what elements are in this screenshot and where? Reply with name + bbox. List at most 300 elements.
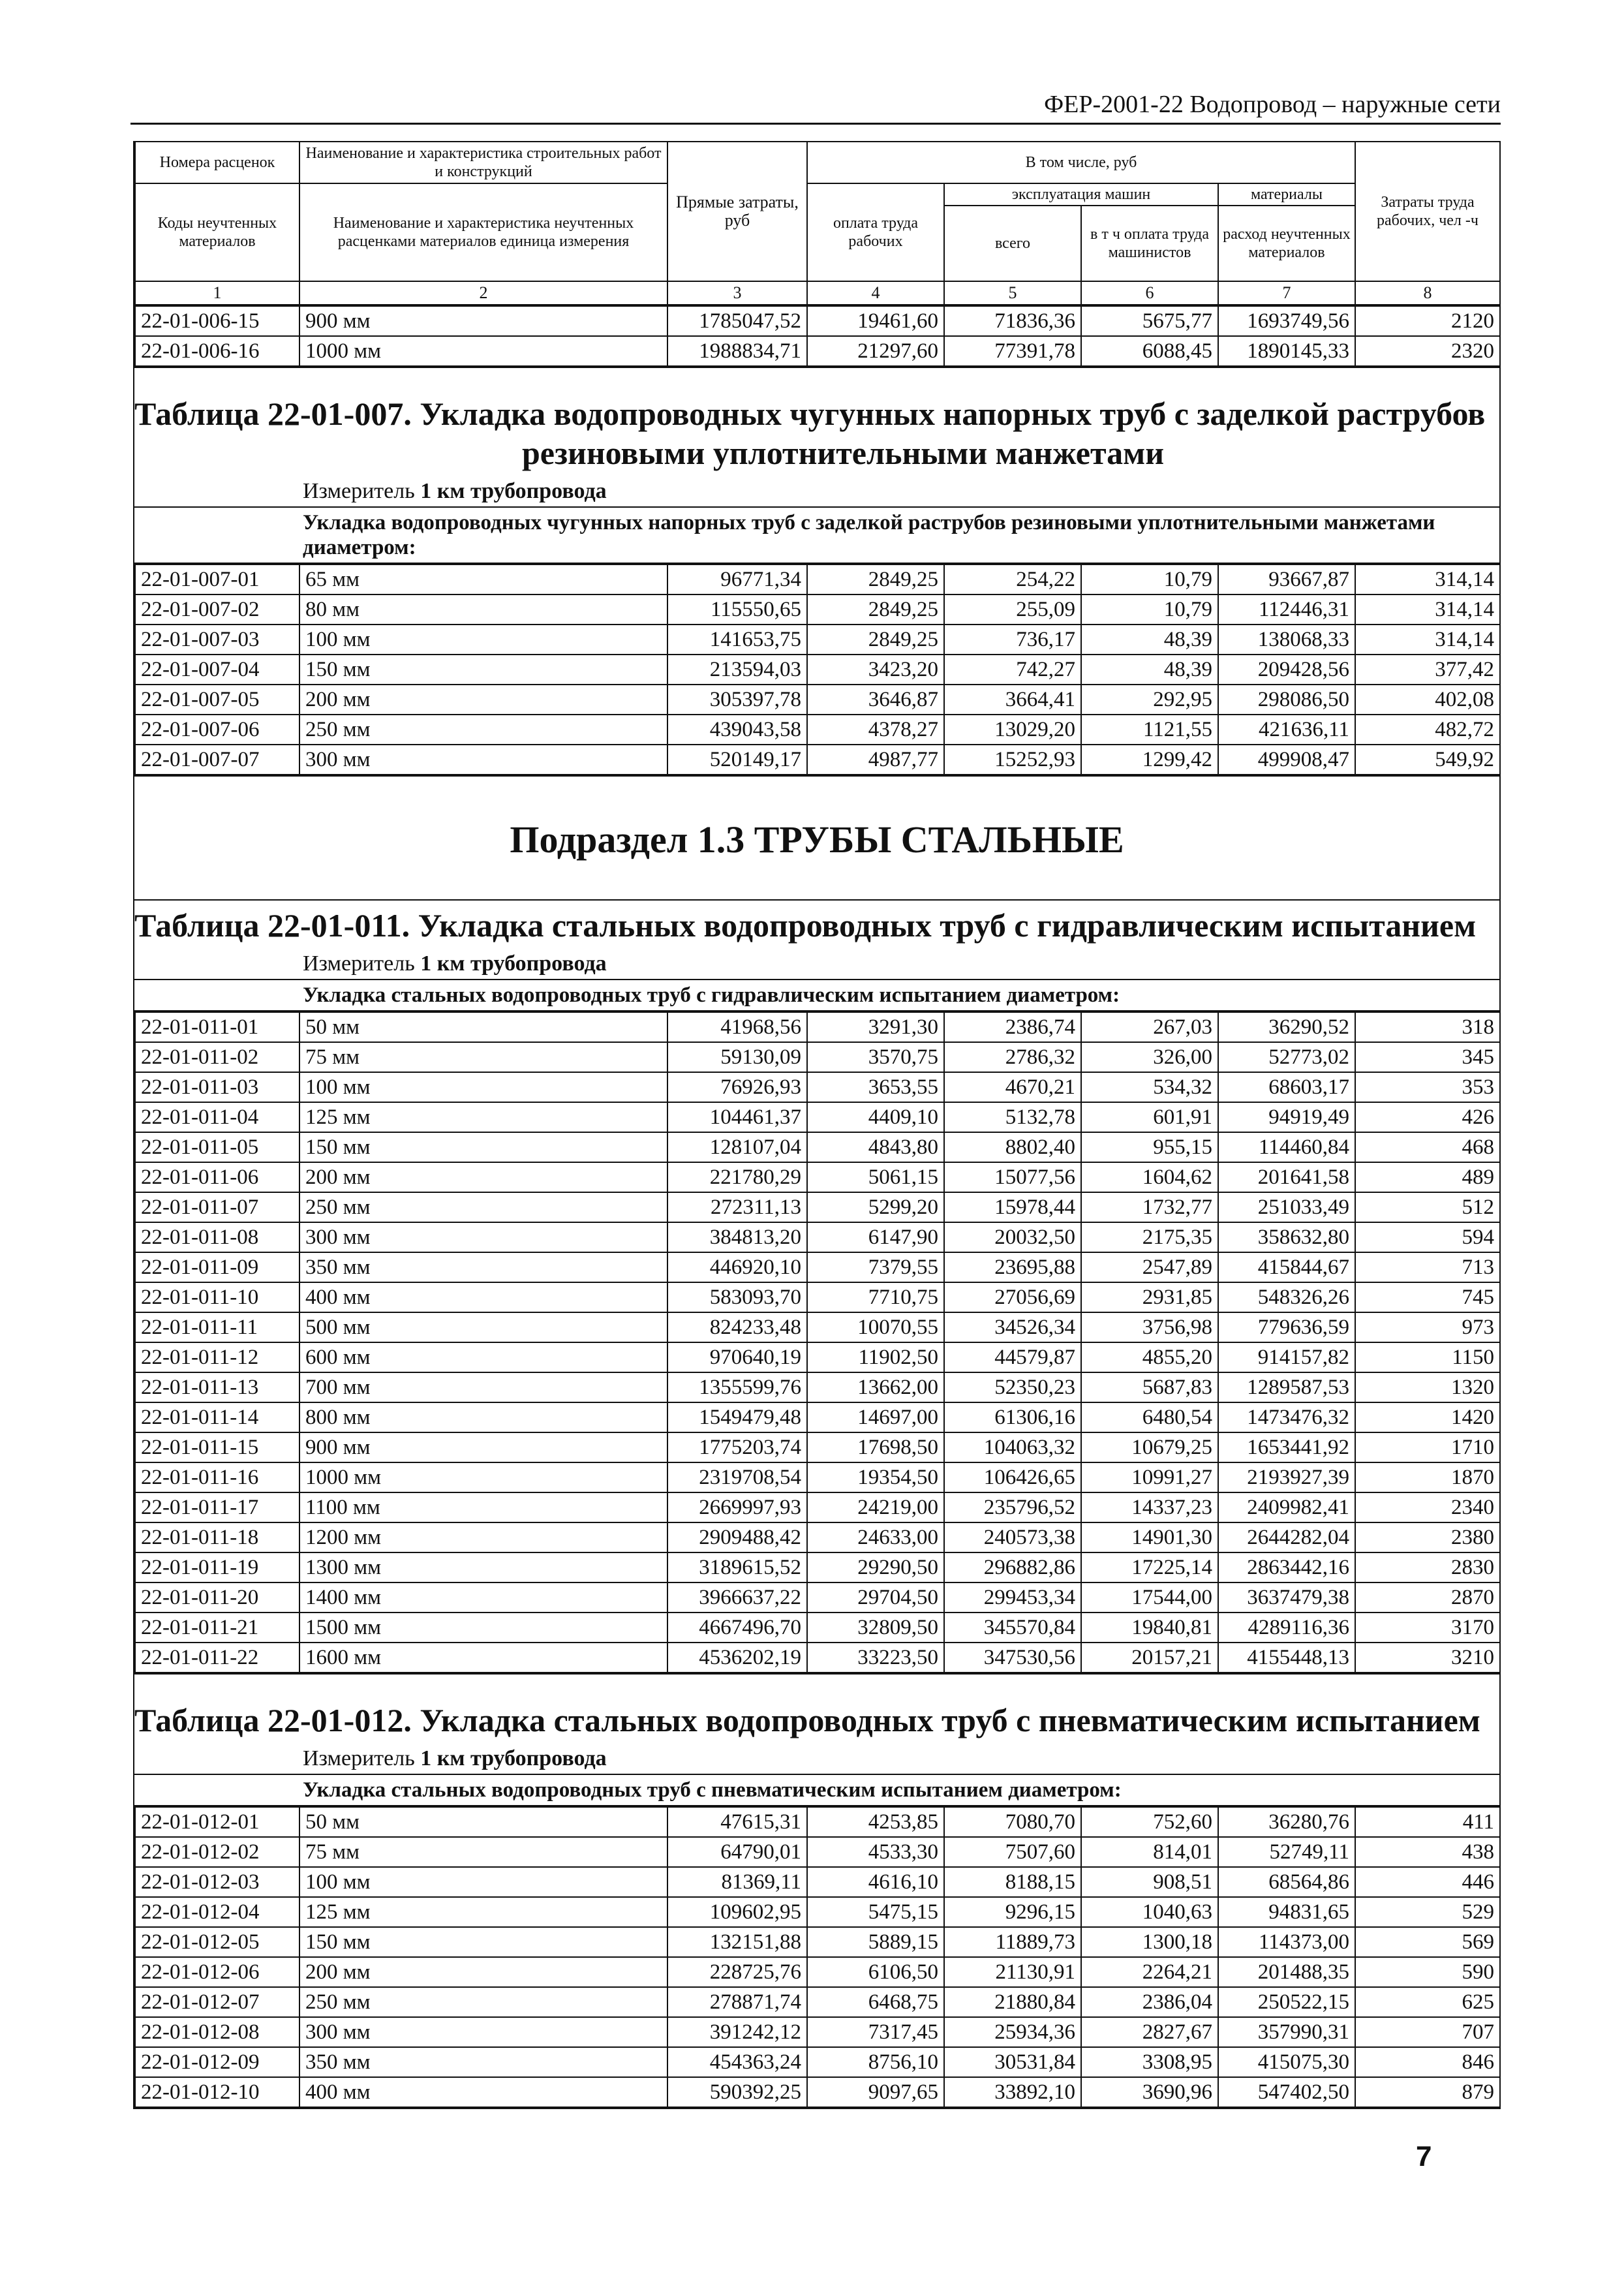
column-number: 1 (135, 281, 299, 305)
cost-value: 47615,31 (667, 1807, 807, 1837)
cost-value: 1549479,48 (667, 1402, 807, 1432)
cost-value: 59130,09 (667, 1042, 807, 1072)
table-row (135, 1012, 1500, 1042)
rate-code: 22-01-012-02 (135, 1837, 299, 1867)
rate-code: 22-01-011-14 (135, 1402, 299, 1432)
measure-value: 1 км трубопровода (420, 479, 607, 503)
cost-value: 24633,00 (807, 1522, 944, 1552)
cost-value: 752,60 (1081, 1807, 1218, 1837)
cost-value: 908,51 (1081, 1867, 1218, 1897)
table-011-measure (134, 945, 1499, 980)
rate-code: 22-01-011-21 (135, 1613, 299, 1643)
cost-value: 6480,54 (1081, 1402, 1218, 1432)
rate-code: 22-01-011-22 (135, 1643, 299, 1673)
cost-value: 3653,55 (807, 1072, 944, 1102)
table-row (135, 594, 1500, 625)
cost-value: 254,22 (944, 564, 1081, 594)
rate-code: 22-01-007-04 (135, 655, 299, 685)
cost-value: 314,14 (1355, 625, 1500, 655)
cost-value: 20157,21 (1081, 1643, 1218, 1673)
header-materials-sub: расход неучтенных материалов (1218, 206, 1355, 281)
cost-value: 625 (1355, 1987, 1500, 2017)
table-011-title: Таблица 22-01-011. Укладка стальных водопроводных труб с гидравлическим испытанием (134, 899, 1499, 945)
cost-value: 955,15 (1081, 1132, 1218, 1162)
cost-value: 2193927,39 (1218, 1462, 1355, 1492)
cost-value: 2786,32 (944, 1042, 1081, 1072)
cost-value: 357990,31 (1218, 2017, 1355, 2047)
cost-value: 4855,20 (1081, 1342, 1218, 1372)
cost-value: 1473476,32 (1218, 1402, 1355, 1432)
column-header-table (134, 141, 1501, 305)
cost-value: 19840,81 (1081, 1613, 1218, 1643)
table-row (135, 685, 1500, 715)
cost-value: 104461,37 (667, 1102, 807, 1132)
header-machines-incl: в т ч оплата труда машинистов (1081, 206, 1218, 281)
cost-value: 298086,50 (1218, 685, 1355, 715)
cost-value: 94831,65 (1218, 1897, 1355, 1927)
table-row (135, 1042, 1500, 1072)
cost-value: 1693749,56 (1218, 306, 1355, 336)
table-011-group-caption: Укладка стальных водопроводных труб с гидравлическим испытанием диаметром: (134, 980, 1499, 1011)
cost-value: 1732,77 (1081, 1192, 1218, 1222)
measure-value: 1 км трубопровода (420, 1746, 607, 1770)
rate-code: 22-01-011-18 (135, 1522, 299, 1552)
cost-value: 235796,52 (944, 1492, 1081, 1522)
table-row (135, 1643, 1500, 1673)
cost-value: 742,27 (944, 655, 1081, 685)
cost-value: 713 (1355, 1252, 1500, 1282)
cost-value: 446 (1355, 1867, 1500, 1897)
header-machines-total: всего (944, 206, 1081, 281)
cost-value: 5889,15 (807, 1927, 944, 1957)
rate-code: 22-01-011-05 (135, 1132, 299, 1162)
table-007-title-line2: резиновыми уплотнительными манжетами (521, 435, 1165, 471)
table-row (135, 1867, 1500, 1897)
pipe-diameter: 900 мм (299, 306, 667, 336)
table-row (135, 1342, 1500, 1372)
cost-value: 2120 (1355, 306, 1500, 336)
cost-value: 94919,49 (1218, 1102, 1355, 1132)
table-row (135, 1582, 1500, 1613)
cost-value: 5061,15 (807, 1162, 944, 1192)
cost-value: 2319708,54 (667, 1462, 807, 1492)
cost-value: 44579,87 (944, 1342, 1081, 1372)
cost-value: 17225,14 (1081, 1552, 1218, 1582)
cost-value: 3210 (1355, 1643, 1500, 1673)
rate-code: 22-01-011-20 (135, 1582, 299, 1613)
cost-value: 2863442,16 (1218, 1552, 1355, 1582)
cost-value: 6106,50 (807, 1957, 944, 1987)
cost-value: 318 (1355, 1012, 1500, 1042)
rate-code: 22-01-011-03 (135, 1072, 299, 1102)
cost-value: 353 (1355, 1072, 1500, 1102)
cost-value: 2547,89 (1081, 1252, 1218, 1282)
table-row (135, 715, 1500, 745)
cost-value: 601,91 (1081, 1102, 1218, 1132)
pipe-diameter: 1200 мм (299, 1522, 667, 1552)
pipe-diameter: 50 мм (299, 1807, 667, 1837)
cost-value: 11889,73 (944, 1927, 1081, 1957)
rate-code: 22-01-012-07 (135, 1987, 299, 2017)
cost-value: 4533,30 (807, 1837, 944, 1867)
pipe-diameter: 65 мм (299, 564, 667, 594)
cost-value: 29704,50 (807, 1582, 944, 1613)
rate-code: 22-01-012-05 (135, 1927, 299, 1957)
table-row (135, 1132, 1500, 1162)
cost-value: 19354,50 (807, 1462, 944, 1492)
cost-value: 7710,75 (807, 1282, 944, 1312)
cost-value: 549,92 (1355, 745, 1500, 775)
cost-value: 250522,15 (1218, 1987, 1355, 2017)
cost-value: 272311,13 (667, 1192, 807, 1222)
header-materials: материалы (1218, 183, 1355, 206)
pipe-diameter: 1000 мм (299, 1462, 667, 1492)
pipe-diameter: 150 мм (299, 1927, 667, 1957)
cost-value: 4670,21 (944, 1072, 1081, 1102)
cost-value: 68603,17 (1218, 1072, 1355, 1102)
cost-value: 1150 (1355, 1342, 1500, 1372)
cost-value: 569 (1355, 1927, 1500, 1957)
rate-code: 22-01-011-15 (135, 1432, 299, 1462)
cost-value: 482,72 (1355, 715, 1500, 745)
cost-value: 132151,88 (667, 1927, 807, 1957)
cost-value: 5475,15 (807, 1897, 944, 1927)
rate-code: 22-01-012-08 (135, 2017, 299, 2047)
cost-value: 2849,25 (807, 625, 944, 655)
table-row (135, 2017, 1500, 2047)
table-row (135, 1897, 1500, 1927)
cost-value: 468 (1355, 1132, 1500, 1162)
cost-value: 489 (1355, 1162, 1500, 1192)
rate-code: 22-01-007-05 (135, 685, 299, 715)
rate-code: 22-01-011-16 (135, 1462, 299, 1492)
cost-value: 1355599,76 (667, 1372, 807, 1402)
cost-value: 3756,98 (1081, 1312, 1218, 1342)
cost-value: 8756,10 (807, 2047, 944, 2077)
table-row (135, 655, 1500, 685)
table-row (135, 1807, 1500, 1837)
cost-value: 583093,70 (667, 1282, 807, 1312)
cost-value: 10991,27 (1081, 1462, 1218, 1492)
table-row (135, 1312, 1500, 1342)
cost-value: 520149,17 (667, 745, 807, 775)
cost-value: 402,08 (1355, 685, 1500, 715)
measure-label: Измеритель (303, 1746, 415, 1770)
cost-value: 13662,00 (807, 1372, 944, 1402)
cost-value: 384813,20 (667, 1222, 807, 1252)
cost-value: 2320 (1355, 336, 1500, 366)
rate-code: 22-01-011-09 (135, 1252, 299, 1282)
cost-value: 6468,75 (807, 1987, 944, 2017)
cost-value: 2264,21 (1081, 1957, 1218, 1987)
running-head: ФЕР-2001-22 Водопровод – наружные сети (130, 89, 1501, 125)
cost-value: 824233,48 (667, 1312, 807, 1342)
cost-value: 1320 (1355, 1372, 1500, 1402)
cost-value: 64790,01 (667, 1837, 807, 1867)
cost-value: 21130,91 (944, 1957, 1081, 1987)
rate-code: 22-01-012-06 (135, 1957, 299, 1987)
table-row (135, 1613, 1500, 1643)
header-direct-costs: Прямые затраты, руб (667, 142, 807, 281)
cost-value: 96771,34 (667, 564, 807, 594)
table-row (135, 1222, 1500, 1252)
rate-code: 22-01-011-10 (135, 1282, 299, 1312)
header-labour-pay: оплата труда рабочих (807, 183, 944, 281)
cost-value: 4289116,36 (1218, 1613, 1355, 1643)
cost-value: 529 (1355, 1897, 1500, 1927)
page-number: 7 (1416, 2140, 1432, 2172)
pipe-diameter: 600 мм (299, 1342, 667, 1372)
cost-value: 3646,87 (807, 685, 944, 715)
cost-value: 548326,26 (1218, 1282, 1355, 1312)
table-row (135, 1552, 1500, 1582)
cost-value: 2380 (1355, 1522, 1500, 1552)
cost-value: 2830 (1355, 1552, 1500, 1582)
pipe-diameter: 1400 мм (299, 1582, 667, 1613)
cost-value: 15978,44 (944, 1192, 1081, 1222)
cost-value: 3664,41 (944, 685, 1081, 715)
cost-value: 61306,16 (944, 1402, 1081, 1432)
cost-value: 5675,77 (1081, 306, 1218, 336)
table-row (135, 1102, 1500, 1132)
cost-value: 846 (1355, 2047, 1500, 2077)
cost-value: 5299,20 (807, 1192, 944, 1222)
table-012-measure (134, 1740, 1499, 1775)
cost-value: 2849,25 (807, 564, 944, 594)
cost-value: 8802,40 (944, 1132, 1081, 1162)
cost-value: 10,79 (1081, 564, 1218, 594)
cost-value: 13029,20 (944, 715, 1081, 745)
cost-value: 10,79 (1081, 594, 1218, 625)
table-row (135, 1837, 1500, 1867)
pipe-diameter: 1100 мм (299, 1492, 667, 1522)
cost-value: 1870 (1355, 1462, 1500, 1492)
cost-value: 446920,10 (667, 1252, 807, 1282)
cost-value: 17544,00 (1081, 1582, 1218, 1613)
column-number: 4 (807, 281, 944, 305)
cost-value: 33223,50 (807, 1643, 944, 1673)
cost-value: 9097,65 (807, 2077, 944, 2107)
cost-value: 15077,56 (944, 1162, 1081, 1192)
cost-value: 347530,56 (944, 1643, 1081, 1673)
measure-label: Измеритель (303, 951, 415, 976)
cost-value: 76926,93 (667, 1072, 807, 1102)
pipe-diameter: 200 мм (299, 1957, 667, 1987)
rate-code: 22-01-007-07 (135, 745, 299, 775)
cost-value: 9296,15 (944, 1897, 1081, 1927)
header-labour-cost: Затраты труда рабочих, чел -ч (1355, 142, 1500, 281)
rate-code: 22-01-011-08 (135, 1222, 299, 1252)
cost-value: 2409982,41 (1218, 1492, 1355, 1522)
cost-value: 29290,50 (807, 1552, 944, 1582)
cost-value: 109602,95 (667, 1897, 807, 1927)
cost-value: 240573,38 (944, 1522, 1081, 1552)
rate-code: 22-01-011-13 (135, 1372, 299, 1402)
rate-code: 22-01-012-04 (135, 1897, 299, 1927)
cost-value: 77391,78 (944, 336, 1081, 366)
rate-code: 22-01-011-06 (135, 1162, 299, 1192)
cost-value: 27056,69 (944, 1282, 1081, 1312)
pipe-diameter: 150 мм (299, 655, 667, 685)
cost-value: 5687,83 (1081, 1372, 1218, 1402)
measure-value: 1 км трубопровода (420, 951, 607, 976)
table-row (135, 2047, 1500, 2077)
table-row (135, 1432, 1500, 1462)
rate-code: 22-01-011-02 (135, 1042, 299, 1072)
cost-value: 512 (1355, 1192, 1500, 1222)
pipe-diameter: 900 мм (299, 1432, 667, 1462)
cost-value: 2931,85 (1081, 1282, 1218, 1312)
cost-value: 415075,30 (1218, 2047, 1355, 2077)
table-row (135, 1987, 1500, 2017)
cost-value: 3308,95 (1081, 2047, 1218, 2077)
pipe-diameter: 1000 мм (299, 336, 667, 366)
cost-value: 779636,59 (1218, 1312, 1355, 1342)
cost-value: 4667496,70 (667, 1613, 807, 1643)
rate-code: 22-01-007-01 (135, 564, 299, 594)
column-number: 6 (1081, 281, 1218, 305)
cost-value: 106426,65 (944, 1462, 1081, 1492)
table-012-group-caption: Укладка стальных водопроводных труб с пневматическим испытанием диаметром: (134, 1775, 1499, 1806)
pipe-diameter: 75 мм (299, 1042, 667, 1072)
cost-value: 1653441,92 (1218, 1432, 1355, 1462)
pipe-diameter: 125 мм (299, 1102, 667, 1132)
cost-value: 1785047,52 (667, 306, 807, 336)
cost-value: 20032,50 (944, 1222, 1081, 1252)
cost-value: 278871,74 (667, 1987, 807, 2017)
cost-value: 1300,18 (1081, 1927, 1218, 1957)
cost-value: 391242,12 (667, 2017, 807, 2047)
pipe-diameter: 100 мм (299, 1072, 667, 1102)
table-row (135, 1522, 1500, 1552)
cost-value: 1299,42 (1081, 745, 1218, 775)
table-row (135, 1282, 1500, 1312)
table-007-title: Таблица 22-01-007. Укладка водопроводных чугунных напорных труб с заделкой раструбов (134, 367, 1499, 433)
cost-value: 590 (1355, 1957, 1500, 1987)
cost-value: 71836,36 (944, 306, 1081, 336)
cost-value: 228725,76 (667, 1957, 807, 1987)
cost-value: 14901,30 (1081, 1522, 1218, 1552)
pipe-diameter: 250 мм (299, 1192, 667, 1222)
table-row (135, 2077, 1500, 2107)
cost-value: 14337,23 (1081, 1492, 1218, 1522)
table-007-measure (134, 472, 1499, 508)
cost-value: 138068,33 (1218, 625, 1355, 655)
cost-value: 3690,96 (1081, 2077, 1218, 2107)
cost-value: 745 (1355, 1282, 1500, 1312)
cost-value: 6147,90 (807, 1222, 944, 1252)
cost-value: 48,39 (1081, 655, 1218, 685)
pipe-diameter: 400 мм (299, 2077, 667, 2107)
cost-value: 879 (1355, 2077, 1500, 2107)
cost-value: 4378,27 (807, 715, 944, 745)
cost-value: 221780,29 (667, 1162, 807, 1192)
cost-value: 970640,19 (667, 1342, 807, 1372)
cost-value: 345 (1355, 1042, 1500, 1072)
cost-value: 2175,35 (1081, 1222, 1218, 1252)
cost-value: 4843,80 (807, 1132, 944, 1162)
cost-value: 93667,87 (1218, 564, 1355, 594)
cost-value: 114460,84 (1218, 1132, 1355, 1162)
cost-value: 33892,10 (944, 2077, 1081, 2107)
cost-value: 707 (1355, 2017, 1500, 2047)
pipe-diameter: 1600 мм (299, 1643, 667, 1673)
cost-value: 7507,60 (944, 1837, 1081, 1867)
cost-value: 104063,32 (944, 1432, 1081, 1462)
cost-value: 1988834,71 (667, 336, 807, 366)
cost-value: 973 (1355, 1312, 1500, 1342)
header-machines: эксплуатация машин (944, 183, 1218, 206)
cost-value: 15252,93 (944, 745, 1081, 775)
pipe-diameter: 80 мм (299, 594, 667, 625)
rate-code: 22-01-007-03 (135, 625, 299, 655)
rate-code: 22-01-007-02 (135, 594, 299, 625)
cost-value: 4409,10 (807, 1102, 944, 1132)
table-row (135, 1462, 1500, 1492)
cost-value: 1121,55 (1081, 715, 1218, 745)
cost-value: 1040,63 (1081, 1897, 1218, 1927)
cost-value: 114373,00 (1218, 1927, 1355, 1957)
cost-value: 439043,58 (667, 715, 807, 745)
rate-code: 22-01-011-01 (135, 1012, 299, 1042)
cost-value: 4155448,13 (1218, 1643, 1355, 1673)
cost-value: 534,32 (1081, 1072, 1218, 1102)
cost-value: 814,01 (1081, 1837, 1218, 1867)
rate-code: 22-01-011-04 (135, 1102, 299, 1132)
cost-value: 1710 (1355, 1432, 1500, 1462)
cost-value: 3966637,22 (667, 1582, 807, 1613)
column-number: 7 (1218, 281, 1355, 305)
cost-value: 296882,86 (944, 1552, 1081, 1582)
table-row (135, 564, 1500, 594)
cost-value: 4253,85 (807, 1807, 944, 1837)
cost-value: 299453,34 (944, 1582, 1081, 1613)
pipe-diameter: 350 мм (299, 1252, 667, 1282)
table-row (135, 336, 1500, 366)
table-007-group-caption: Укладка водопроводных чугунных напорных труб с заделкой раструбов резиновыми уплотнительными манжетами диаметром: (134, 508, 1499, 564)
cost-value: 267,03 (1081, 1012, 1218, 1042)
column-number-row (135, 281, 1500, 305)
cost-value: 141653,75 (667, 625, 807, 655)
table-012 (134, 1806, 1501, 2108)
cost-value: 3637479,38 (1218, 1582, 1355, 1613)
cost-value: 209428,56 (1218, 655, 1355, 685)
rate-code: 22-01-006-16 (135, 336, 299, 366)
cost-value: 358632,80 (1218, 1222, 1355, 1252)
cost-value: 3189615,52 (667, 1552, 807, 1582)
cost-value: 2827,67 (1081, 2017, 1218, 2047)
cost-value: 4536202,19 (667, 1643, 807, 1673)
table-row (135, 625, 1500, 655)
cost-value: 52749,11 (1218, 1837, 1355, 1867)
header-material-name: Наименование и характеристика неучтенных расценками материалов единица измерения (299, 183, 667, 281)
cost-value: 81369,11 (667, 1867, 807, 1897)
cost-value: 3170 (1355, 1613, 1500, 1643)
cost-value: 314,14 (1355, 594, 1500, 625)
table-row (135, 1072, 1500, 1102)
table-row (135, 1192, 1500, 1222)
cost-value: 7317,45 (807, 2017, 944, 2047)
cost-value: 305397,78 (667, 685, 807, 715)
cost-value: 21880,84 (944, 1987, 1081, 2017)
cost-value: 326,00 (1081, 1042, 1218, 1072)
cost-value: 34526,34 (944, 1312, 1081, 1342)
pipe-diameter: 100 мм (299, 1867, 667, 1897)
cost-value: 36280,76 (1218, 1807, 1355, 1837)
rate-code: 22-01-011-19 (135, 1552, 299, 1582)
cost-value: 345570,84 (944, 1613, 1081, 1643)
cost-value: 7379,55 (807, 1252, 944, 1282)
